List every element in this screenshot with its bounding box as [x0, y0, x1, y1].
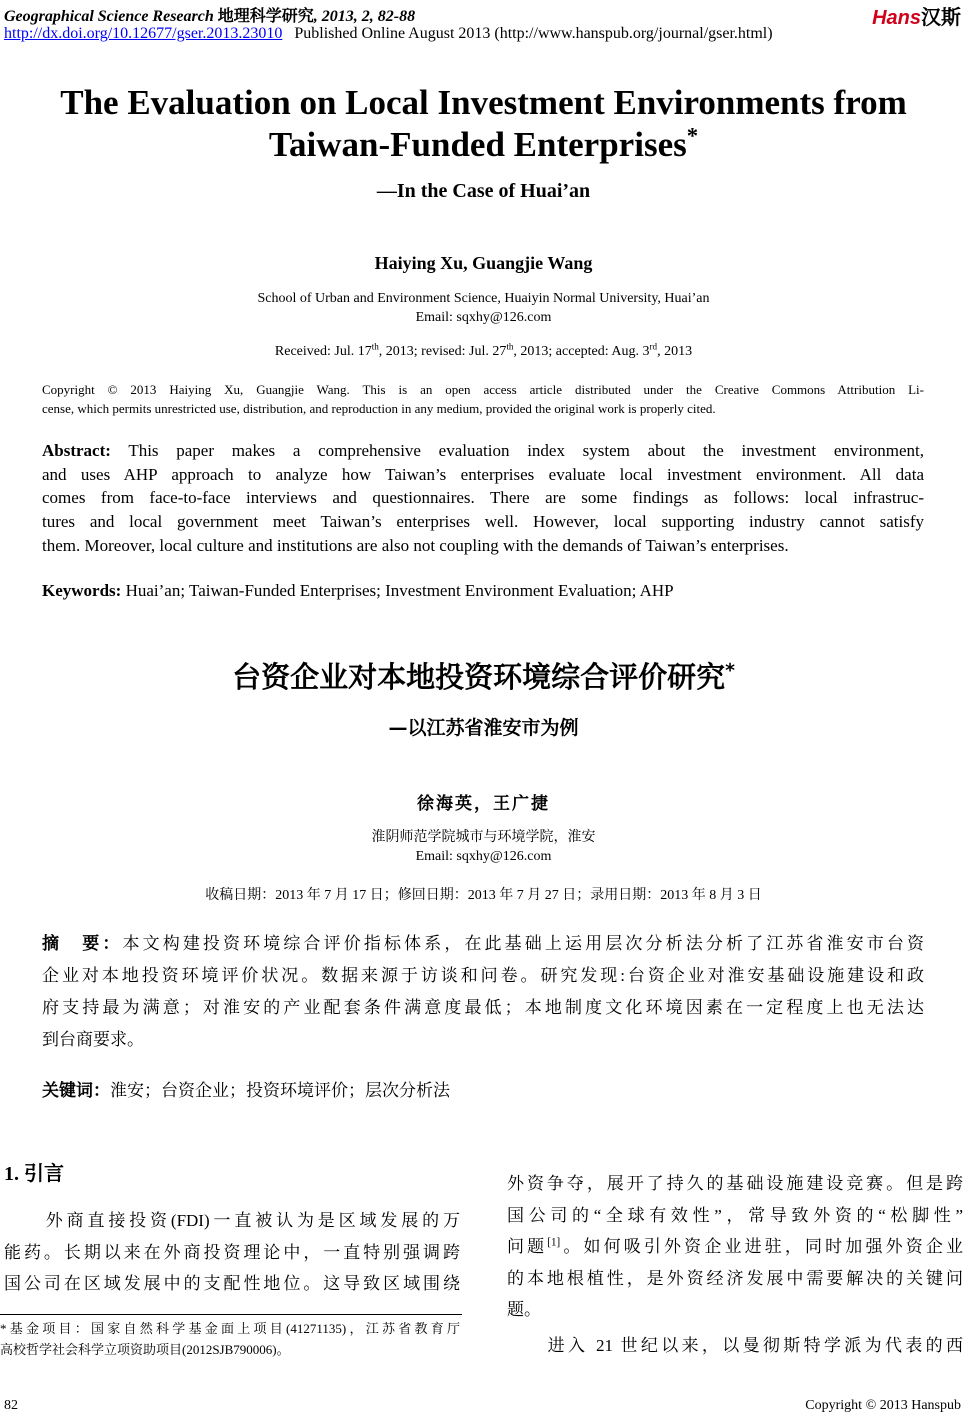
cn-affiliation [0, 828, 967, 866]
cn-abstract-label: 摘 要： [42, 934, 123, 953]
paper-title [0, 82, 967, 166]
body-line: 题。 [507, 1300, 541, 1319]
abstract-line: tures and local government meet Taiwan’s enterprises well. However, local supporting industry cannot satisfy [42, 512, 924, 532]
journal-header [4, 3, 415, 26]
email: Email: sqxhy@126.com [415, 310, 552, 325]
journal-name: Geographical Science Research [4, 8, 214, 25]
title-footnote-mark: * [686, 123, 699, 149]
paper-subtitle: —In the Case of Huai’an [376, 180, 591, 202]
published-info: Published Online August 2013 (http://www.hanspub.org/journal/gser.html) [294, 25, 773, 42]
cn-title-text: 台资企业对本地投资环境综合评价研究 [232, 660, 726, 694]
cn-keywords-text: 淮安；台资企业；投资环境评价；层次分析法 [110, 1081, 450, 1100]
abstract-line: them. Moreover, local culture and institutions are also not coupling with the demands of Taiwan’s enterprises. [42, 535, 789, 555]
logo-en: Hans [872, 7, 921, 29]
body-line: 问题[1]。如何吸引外资企业进驻，同时加强外资企业 [507, 1236, 964, 1256]
footnote-line: 高校哲学社会科学立项资助项目(2012SJB790006)。 [0, 1342, 290, 1357]
logo-cn: 汉斯 [921, 7, 961, 29]
affiliation-text: School of Urban and Environment Science, Huaiyin Normal University, Huai’an [257, 291, 710, 306]
citation[interactable]: [1] [547, 1236, 561, 1249]
cn-title-mark: * [725, 660, 735, 682]
body-line: 外资争夺，展开了持久的基础设施建设竞赛。但是跨 [507, 1174, 963, 1193]
abstract-line: This paper makes a comprehensive evaluation index system about the investment environment, [110, 441, 924, 460]
copyright-line: Copyright © 2013 Haiying Xu, Guangjie Wang. This is an open access article distributed under the Creative Commons Attribution Li- [42, 382, 924, 397]
cn-abstract-line: 到台商要求。 [42, 1030, 144, 1049]
body-line: 外商直接投资(FDI)一直被认为是区域发展的万 [4, 1211, 460, 1230]
abstract-line: comes from face-to-face interviews and questionnaires. There are some findings as follows: local infrastruc- [42, 488, 924, 508]
affiliation [0, 289, 967, 327]
hans-logo [872, 1, 961, 30]
right-column [507, 1168, 963, 1361]
cn-subtitle: —以江苏省淮安市为例 [388, 717, 579, 739]
cn-keywords-label: 关键词： [42, 1081, 110, 1100]
received-dates: Received: Jul. 17th, 2013; revised: Jul. 27th, 2013; accepted: Aug. 3rd, 2013 [274, 341, 693, 359]
footnote-divider [0, 1314, 462, 1315]
footnote-line: *基金项目：国家自然科学基金面上项目(41271135)，江苏省教育厅 [0, 1321, 460, 1336]
cn-abstract-line: 府支持最为满意；对淮安的产业配套条件满意度最低；本地制度文化环境因素在一定程度上也无法达 [42, 998, 924, 1017]
ordinal-suffix: th [506, 341, 514, 352]
body-line: 国公司在区域发展中的支配性地位。这导致区域围绕 [4, 1274, 460, 1293]
body-line: 的本地根植性，是外资经济发展中需要解决的关键问 [507, 1268, 963, 1288]
cn-title [0, 655, 967, 696]
body-line: 能药。长期以来在外商投资理论中，一直特别强调跨 [4, 1242, 460, 1262]
cn-dates: 收稿日期：2013 年 7 月 17 日；修回日期：2013 年 7 月 27 日；录用日期：2013 年 8 月 3 日 [205, 888, 762, 903]
cn-affiliation-text: 淮阴师范学院城市与环境学院，淮安 [371, 830, 596, 845]
cn-abstract [42, 928, 924, 1056]
cn-keywords [42, 1075, 924, 1107]
abstract [42, 439, 924, 558]
copyright-line: cense, which permits unrestricted use, distribution, and reproduction in any medium, provided the original work is properly cited. [42, 401, 716, 416]
footnote [0, 1318, 460, 1360]
keywords-text: Huai’an; Taiwan-Funded Enterprises; Investment Environment Evaluation; AHP [121, 581, 674, 600]
title-line: The Evaluation on Local Investment Environments from [60, 83, 907, 122]
copyright-notice [42, 380, 924, 418]
footer-copyright: Copyright © 2013 Hanspub [805, 1398, 961, 1413]
journal-name-cn: 地理科学研究 [217, 8, 314, 25]
title-line: Taiwan-Funded Enterprises [268, 125, 687, 164]
cn-email: Email: sqxhy@126.com [415, 849, 552, 864]
cn-abstract-line: 本文构建投资环境综合评价指标体系，在此基础上运用层次分析法分析了江苏省淮安市台资 [122, 934, 925, 953]
ordinal-suffix: rd [649, 341, 658, 352]
doi-link[interactable]: http://dx.doi.org/10.12677/gser.2013.23010 [4, 25, 283, 42]
abstract-label: Abstract: [42, 441, 111, 460]
keywords [42, 579, 924, 603]
ordinal-suffix: th [371, 341, 379, 352]
journal-issue: , 2013, 2, 82-88 [313, 8, 416, 25]
cn-authors: 徐海英，王广捷 [417, 794, 550, 813]
page-number: 82 [4, 1398, 18, 1413]
left-column [4, 1205, 460, 1300]
authors: Haiying Xu, Guangjie Wang [374, 253, 593, 273]
body-line: 国公司的“全球有效性”，常导致外资的“松脚性” [507, 1205, 963, 1225]
section-heading: 1. 引言 [4, 1163, 64, 1185]
cn-abstract-line: 企业对本地投资环境评价状况。数据来源于访谈和问卷。研究发现:台资企业对淮安基础设施建设和政 [42, 966, 924, 985]
abstract-line: and uses AHP approach to analyze how Taiwan’s enterprises evaluate local investment environment. All data [42, 464, 924, 484]
keywords-label: Keywords: [42, 581, 122, 600]
publication-line [4, 25, 773, 43]
body-line: 进入 21 世纪以来，以曼彻斯特学派为代表的西 [507, 1335, 963, 1355]
